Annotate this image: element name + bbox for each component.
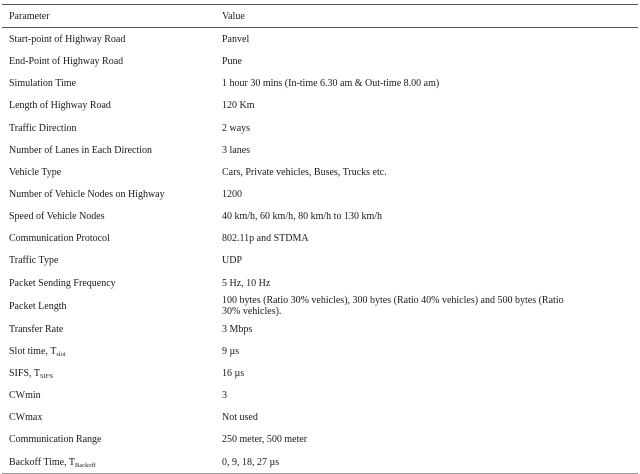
- value-cell: 5 Hz, 10 Hz: [222, 277, 271, 289]
- parameter-cell: [0, 390, 222, 401]
- table-row: [0, 318, 640, 340]
- parameter-cell: [0, 255, 222, 266]
- parameter-subscript: slot: [56, 350, 66, 358]
- parameter-cell: [0, 346, 222, 357]
- value-cell: UDP: [222, 255, 243, 266]
- value-cell: 120 Km: [222, 100, 255, 111]
- parameter-text: Number of Lanes in Each Direction: [9, 144, 153, 156]
- value-cell: Pune: [222, 55, 242, 67]
- parameter-subscript: Backoff: [75, 461, 96, 469]
- parameter-text: SIFS, T: [9, 367, 40, 379]
- parameter-cell: [0, 434, 222, 445]
- parameter-cell: [0, 100, 222, 111]
- parameter-text: Packet Sending Frequency: [9, 277, 116, 289]
- table-row: [0, 183, 640, 205]
- parameter-text: Communication Protocol: [9, 232, 110, 244]
- value-cell: Cars, Private vehicles, Buses, Trucks etc.: [222, 166, 387, 178]
- table-row: [0, 227, 640, 249]
- value-cell: 100 bytes (Ratio 30% vehicles), 300 bytes (Ratio 40% vehicles) and 500 bytes (Ratio 30% vehicles).: [222, 295, 564, 317]
- parameter-text: Communication Range: [9, 434, 102, 445]
- parameter-cell: [0, 457, 222, 468]
- parameter-cell: [0, 368, 222, 379]
- parameter-cell: [0, 301, 222, 312]
- table-row: [0, 117, 640, 139]
- table-row: [0, 72, 640, 94]
- table-row: [0, 28, 640, 50]
- value-cell: 3: [222, 389, 227, 401]
- value-cell: 250 meter, 500 meter: [222, 434, 308, 445]
- parameter-text: Simulation Time: [9, 77, 76, 89]
- parameter-text: CWmin: [9, 389, 41, 401]
- value-cell: 1 hour 30 mins (In-time 6.30 am & Out-time 8.00 am): [222, 77, 440, 89]
- table-row: [0, 428, 640, 451]
- parameter-text: Speed of Vehicle Nodes: [9, 210, 105, 222]
- parameter-text: Start-point of Highway Road: [9, 33, 126, 45]
- table-row: [0, 294, 640, 318]
- value-cell: 9 µs: [222, 345, 240, 357]
- parameter-cell: [0, 233, 222, 244]
- parameter-text: End-Point of Highway Road: [9, 55, 124, 67]
- value-cell: 2 ways: [222, 122, 251, 134]
- parameter-text: CWmax: [9, 411, 43, 423]
- parameter-cell: [0, 189, 222, 200]
- header-value: Value: [222, 10, 245, 22]
- parameter-text: Backoff Time, T: [9, 456, 76, 468]
- table-row: [0, 362, 640, 384]
- table-row: [0, 406, 640, 428]
- table-row: [0, 249, 640, 272]
- parameter-text: Traffic Type: [9, 255, 59, 266]
- parameter-text: Traffic Direction: [9, 122, 77, 134]
- parameter-cell: [0, 278, 222, 289]
- parameter-cell: [0, 211, 222, 222]
- value-cell: Panvel: [222, 33, 250, 45]
- table-row: [0, 139, 640, 161]
- table-row: [0, 50, 640, 72]
- table-row: [0, 272, 640, 294]
- parameter-cell: [0, 34, 222, 45]
- table-row: [0, 340, 640, 362]
- value-cell: 16 µs: [222, 367, 245, 379]
- table-body: [0, 28, 640, 473]
- table-row: [0, 94, 640, 117]
- value-cell: 802.11p and STDMA: [222, 232, 309, 244]
- value-cell: 40 km/h, 60 km/h, 80 km/h to 130 km/h: [222, 210, 383, 222]
- parameter-text: Slot time, T: [9, 345, 57, 357]
- parameter-text: Vehicle Type: [9, 166, 62, 178]
- parameter-text: Length of Highway Road: [9, 100, 111, 111]
- value-cell: 1200: [222, 188, 242, 200]
- value-cell: 3 Mbps: [222, 323, 253, 335]
- table-header: [0, 5, 640, 27]
- parameter-cell: [0, 167, 222, 178]
- parameter-subscript: SIFS: [39, 372, 53, 380]
- table-row: [0, 384, 640, 406]
- parameter-text: Number of Vehicle Nodes on Highway: [9, 188, 165, 200]
- table-row: [0, 205, 640, 227]
- parameter-cell: [0, 412, 222, 423]
- value-cell: 0, 9, 18, 27 µs: [222, 456, 280, 468]
- parameter-text: Packet Length: [9, 300, 67, 312]
- parameter-cell: [0, 145, 222, 156]
- table-row: [0, 161, 640, 183]
- header-parameter: Parameter: [9, 10, 50, 22]
- parameter-cell: [0, 324, 222, 335]
- parameter-cell: [0, 56, 222, 67]
- parameter-text: Transfer Rate: [9, 323, 64, 335]
- parameter-cell: [0, 123, 222, 134]
- parameter-cell: [0, 78, 222, 89]
- value-cell: 3 lanes: [222, 144, 251, 156]
- value-cell: Not used: [222, 411, 258, 423]
